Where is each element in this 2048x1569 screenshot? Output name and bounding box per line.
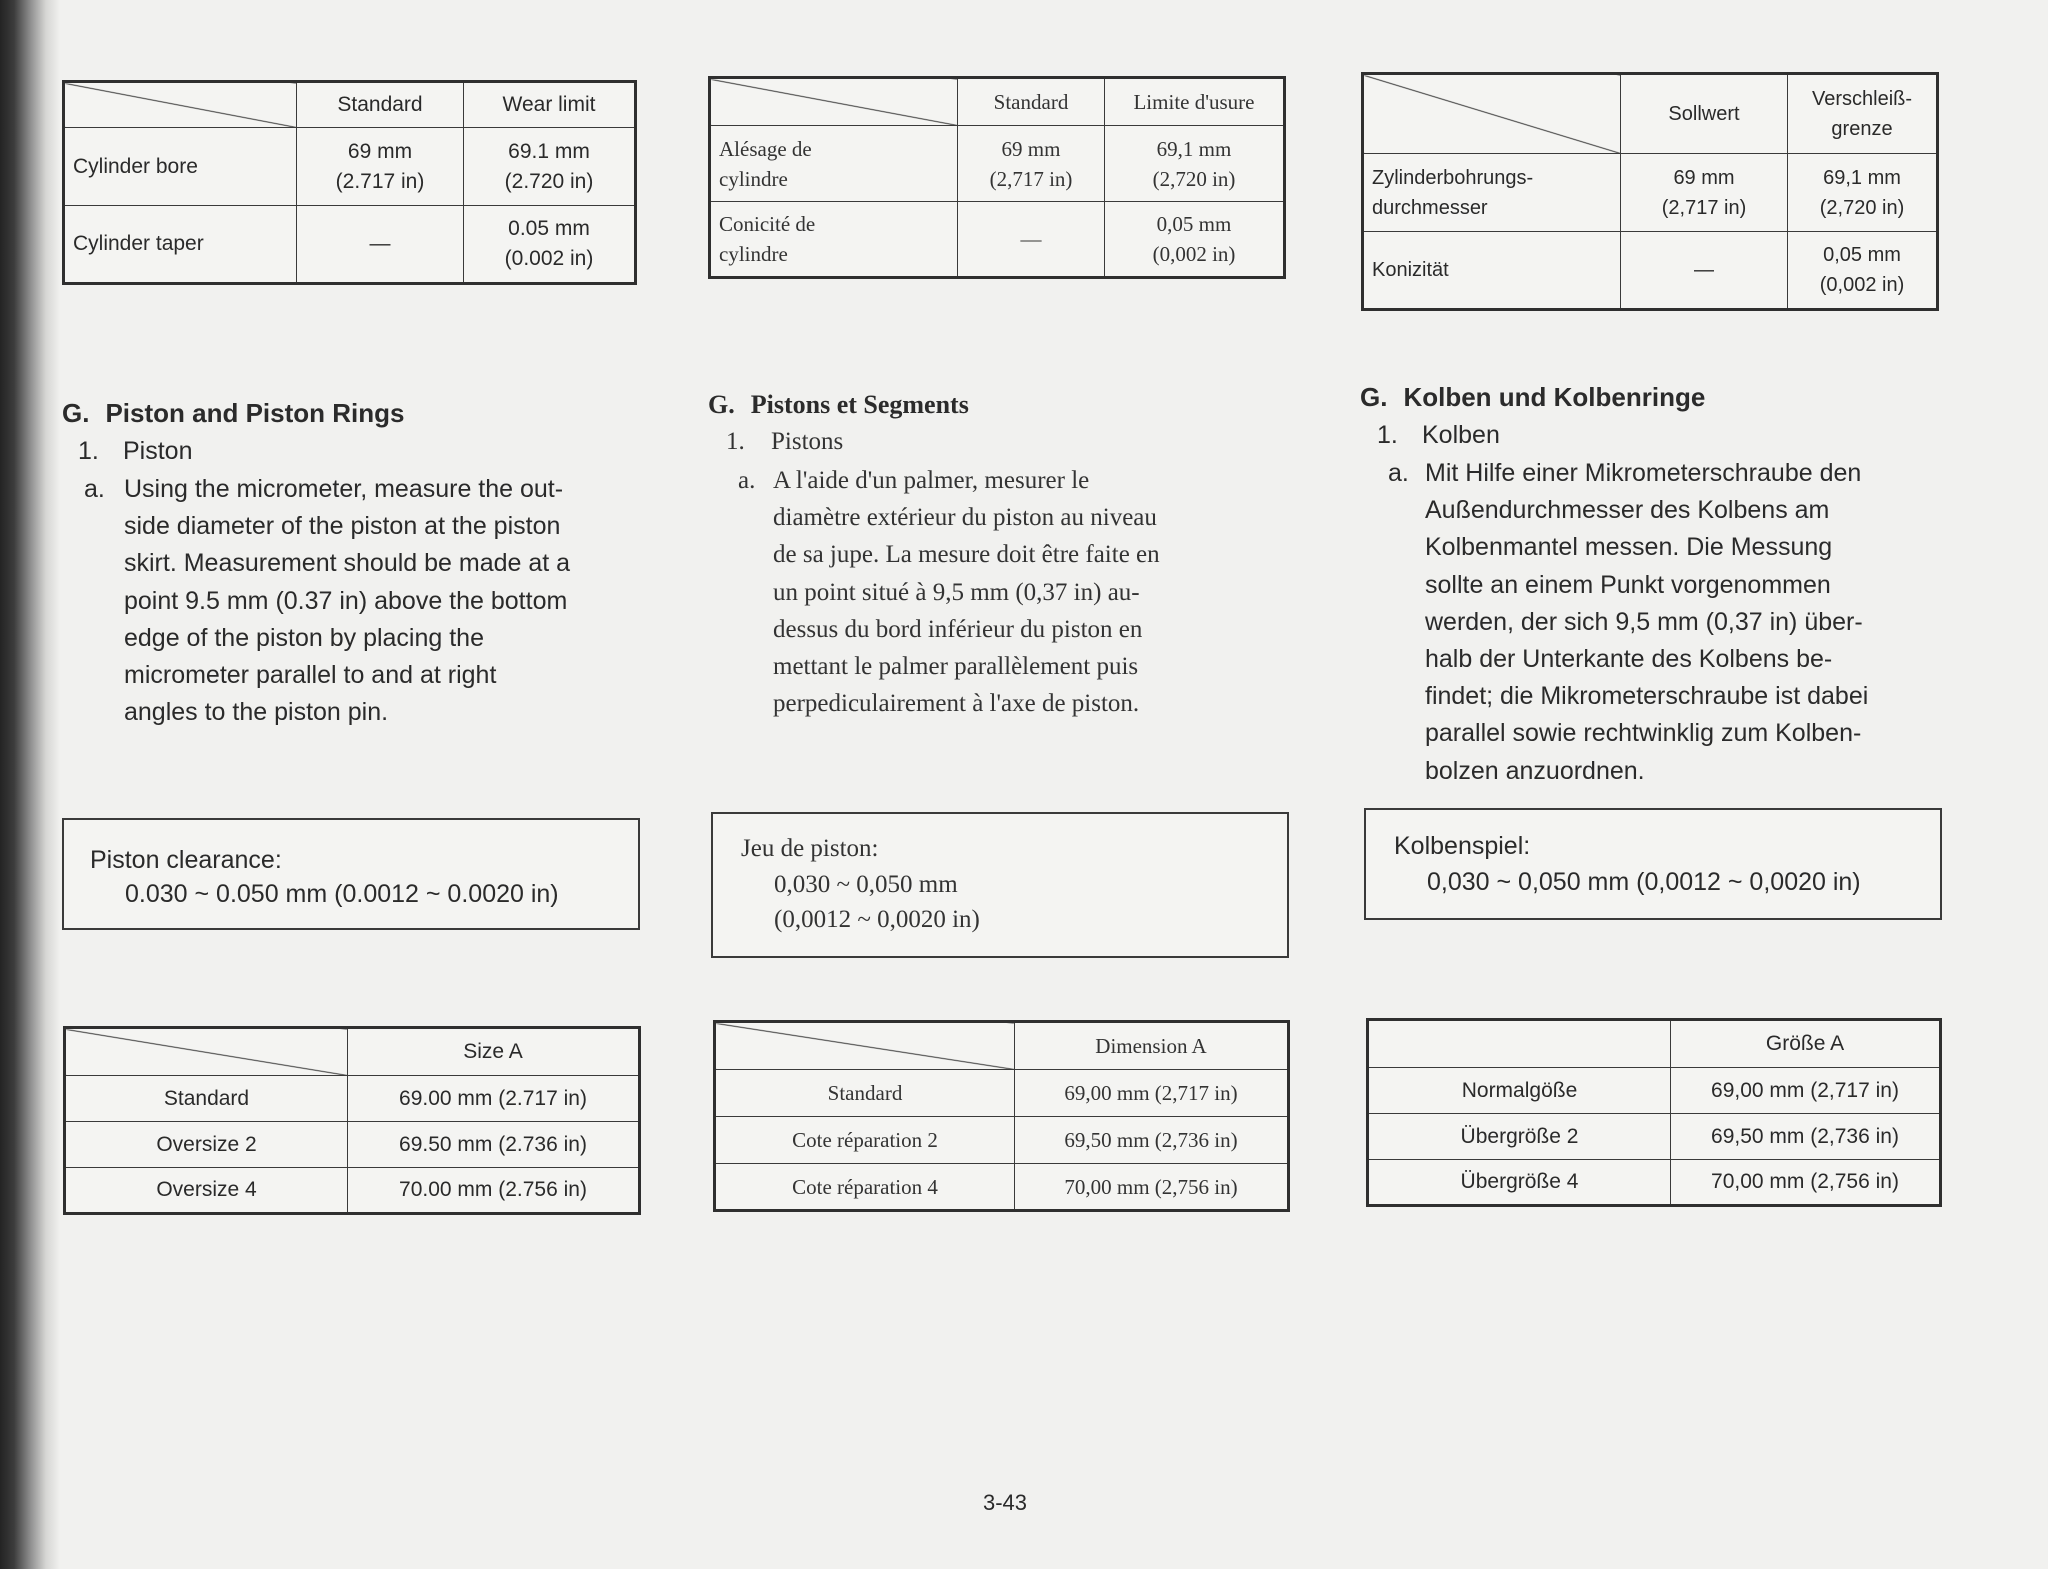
text-line: edge of the piston by placing the [124, 623, 484, 652]
table-corner-diagonal [64, 82, 297, 128]
cell-bore-standard [1621, 154, 1788, 232]
cell-size-standard: 69,00 mm (2,717 in) [1015, 1070, 1289, 1117]
row-label-alesage [710, 126, 958, 202]
cell-line: (0,002 in) [1819, 274, 1905, 296]
cell-taper-limit [1105, 202, 1285, 278]
text-line: parallel sowie rechtwinklig zum Kolben- [1425, 719, 1862, 748]
cell-line: (2,717 in) [1661, 196, 1747, 219]
cell-taper-standard: — [1621, 232, 1788, 310]
cell-line: (2,717 in) [989, 166, 1073, 191]
text-line: diamètre extérieur du piston au niveau [773, 504, 1157, 532]
text-line: Kolbenmantel messen. Die Messung [1425, 533, 1833, 562]
col-header-dimension-a: Dimension A [1015, 1022, 1289, 1070]
text-line: dessus du bord inférieur du piston en [773, 615, 1143, 643]
section-letter: G. [1360, 382, 1388, 412]
cylinder-spec-table-de [1361, 72, 1939, 311]
col-header-groesse-a: Größe A [1671, 1020, 1941, 1068]
cell-line: Zylinderbohrungs- [1372, 166, 1534, 189]
step-paragraph-de [1388, 455, 1936, 790]
text-line: findet; die Mikrometerschraube ist dabei [1425, 682, 1869, 711]
cell-line: cylindre [719, 242, 788, 266]
text-line: A l'aide d'un palmer, mesurer le [773, 467, 1090, 494]
row-label-standard: Standard [715, 1070, 1015, 1117]
clearance-label: Kolbenspiel: [1394, 832, 1531, 860]
clearance-label: Piston clearance: [90, 846, 282, 874]
row-label-zylinderbohrung [1363, 154, 1621, 232]
cell-line: cylindre [719, 166, 788, 191]
cell-line: Conicité de [719, 212, 816, 236]
row-label-conicite [710, 202, 958, 278]
text-line: micrometer parallel to and at right [124, 661, 497, 690]
cell-bore-standard [958, 126, 1105, 202]
step-letter: a. [738, 467, 756, 494]
col-header-size-a: Size A [348, 1028, 640, 1076]
page-number: 3-43 [983, 1490, 1028, 1515]
table-corner-diagonal [1363, 74, 1621, 154]
cell-line: 0,05 mm [1823, 244, 1901, 266]
text-line: werden, der sich 9,5 mm (0,37 in) über- [1425, 607, 1863, 636]
cell-line: 69.1 mm [508, 139, 590, 163]
cell-size-oversize-2: 69.50 mm (2.736 in) [348, 1122, 640, 1168]
row-label-cote-reparation-2: Cote réparation 2 [715, 1117, 1015, 1164]
cell-size-oversize-4: 70.00 mm (2.756 in) [348, 1168, 640, 1214]
piston-clearance-box-de [1364, 808, 1942, 920]
book-binding-shadow [0, 0, 60, 1569]
row-label-uebergroesse-4: Übergröße 4 [1368, 1160, 1671, 1206]
text-line: perpediculairement à l'axe de piston. [773, 690, 1140, 718]
cell-bore-limit [1788, 154, 1938, 232]
text-line: side diameter of the piston at the piston [124, 512, 561, 541]
section-letter: G. [62, 398, 90, 428]
item-number: 1. [78, 437, 99, 465]
cell-size-standard: 69.00 mm (2.717 in) [348, 1076, 640, 1122]
piston-clearance-box-fr [711, 812, 1289, 958]
text-line: halb der Unterkante des Kolbens be- [1425, 645, 1833, 674]
row-label-uebergroesse-2: Übergröße 2 [1368, 1114, 1671, 1160]
col-header-standard: Standard [297, 82, 464, 128]
text-line: bolzen anzuordnen. [1425, 756, 1645, 785]
clearance-label: Jeu de piston: [741, 835, 879, 862]
cell-bore-limit [464, 128, 636, 206]
cylinder-spec-table-en [62, 80, 637, 285]
text-line: Außendurchmesser des Kolbens am [1425, 496, 1830, 525]
cell-line: (0,002 in) [1152, 242, 1236, 266]
section-title: Piston and Piston Rings [105, 398, 405, 428]
clearance-value: 0,030 ~ 0,050 mm (0,0012 ~ 0,0020 in) [1427, 868, 1861, 896]
row-label-cote-reparation-4: Cote réparation 4 [715, 1164, 1015, 1211]
section-heading-de [1360, 382, 1705, 413]
row-label-standard: Standard [65, 1076, 348, 1122]
cell-line: 0.05 mm [508, 217, 590, 240]
section-title: Pistons et Segments [750, 390, 969, 419]
cell-line: 69 mm [347, 139, 413, 163]
piston-clearance-box-en [62, 818, 640, 930]
cell-line: 69 mm [1001, 136, 1061, 161]
size-table-fr [713, 1020, 1290, 1212]
table-corner-diagonal [710, 78, 958, 126]
cylinder-spec-table-fr [708, 76, 1286, 279]
cell-line: 69 mm [1673, 166, 1735, 189]
cell-line: (2,720 in) [1819, 196, 1905, 219]
item-heading-de [1377, 421, 1500, 450]
cell-line: (2.717 in) [335, 169, 425, 193]
cell-size-cote-2: 69,50 mm (2,736 in) [1015, 1117, 1289, 1164]
cell-bore-standard [297, 128, 464, 206]
item-title: Kolben [1422, 421, 1500, 449]
text-line: Using the micrometer, measure the out- [124, 475, 564, 503]
item-heading-en [78, 437, 192, 466]
clearance-value: 0.030 ~ 0.050 mm (0.0012 ~ 0.0020 in) [125, 880, 559, 908]
clearance-value-metric: 0,030 ~ 0,050 mm [774, 871, 958, 898]
step-paragraph-en [84, 471, 638, 731]
cell-bore-limit [1105, 126, 1285, 202]
cell-size-ueber-2: 69,50 mm (2,736 in) [1671, 1114, 1941, 1160]
cell-line: 69,1 mm [1823, 166, 1901, 189]
cell-taper-limit [464, 206, 636, 284]
cell-line: (2,720 in) [1152, 166, 1236, 191]
text-line: mettant le palmer parallèlement puis [773, 653, 1139, 681]
col-header-limite-usure: Limite d'usure [1105, 78, 1285, 126]
cell-size-cote-4: 70,00 mm (2,756 in) [1015, 1164, 1289, 1211]
cell-line: (2.720 in) [504, 169, 594, 193]
cell-size-ueber-4: 70,00 mm (2,756 in) [1671, 1160, 1941, 1206]
cell-taper-standard: — [958, 202, 1105, 278]
cell-line: 69,1 mm [1156, 136, 1232, 161]
col-header-wear-limit: Wear limit [464, 82, 636, 128]
clearance-value-imperial: (0,0012 ~ 0,0020 in) [774, 906, 980, 933]
text-line: sollte an einem Punkt vorgenommen [1425, 570, 1831, 599]
cell-taper-standard: — [297, 206, 464, 284]
cell-line: grenze [1831, 118, 1893, 140]
row-label-oversize-2: Oversize 2 [65, 1122, 348, 1168]
size-table-en [63, 1026, 641, 1215]
table-corner-diagonal [715, 1022, 1015, 1070]
cell-line: Alésage de [719, 136, 812, 161]
item-title: Piston [123, 437, 193, 465]
col-header-sollwert: Sollwert [1621, 74, 1788, 154]
section-heading-fr [708, 390, 969, 420]
row-label-normalgroesse: Normalgöße [1368, 1068, 1671, 1114]
cell-line: Verschleiß- [1811, 88, 1913, 110]
cell-line: (0.002 in) [504, 247, 594, 270]
text-line: un point situé à 9,5 mm (0,37 in) au- [773, 578, 1140, 606]
row-label-cylinder-bore: Cylinder bore [64, 128, 297, 206]
cell-line: 0,05 mm [1156, 212, 1232, 236]
cell-taper-limit [1788, 232, 1938, 310]
step-letter: a. [84, 475, 105, 503]
row-label-oversize-4: Oversize 4 [65, 1168, 348, 1214]
step-paragraph-fr [738, 462, 1286, 722]
table-corner-diagonal [65, 1028, 348, 1076]
table-corner-empty [1368, 1020, 1671, 1068]
text-line: de sa jupe. La mesure doit être faite en [773, 541, 1160, 569]
item-title: Pistons [771, 428, 844, 455]
section-heading-en [62, 398, 404, 429]
step-letter: a. [1388, 459, 1409, 487]
col-header-verschleissgrenze [1788, 74, 1938, 154]
text-line: Mit Hilfe einer Mikrometerschraube den [1425, 459, 1862, 487]
text-line: point 9.5 mm (0.37 in) above the bottom [124, 586, 568, 615]
section-letter: G. [708, 390, 735, 419]
size-table-de [1366, 1018, 1942, 1207]
col-header-standard: Standard [958, 78, 1105, 126]
text-line: skirt. Measurement should be made at a [124, 549, 571, 578]
item-number: 1. [1377, 421, 1398, 449]
row-label-cylinder-taper: Cylinder taper [64, 206, 297, 284]
section-title: Kolben und Kolbenringe [1403, 382, 1706, 412]
item-number: 1. [726, 428, 745, 455]
cell-size-normal: 69,00 mm (2,717 in) [1671, 1068, 1941, 1114]
cell-line: durchmesser [1372, 196, 1488, 219]
row-label-konizitaet: Konizität [1363, 232, 1621, 310]
text-line: angles to the piston pin. [124, 698, 389, 727]
item-heading-fr [726, 428, 843, 456]
